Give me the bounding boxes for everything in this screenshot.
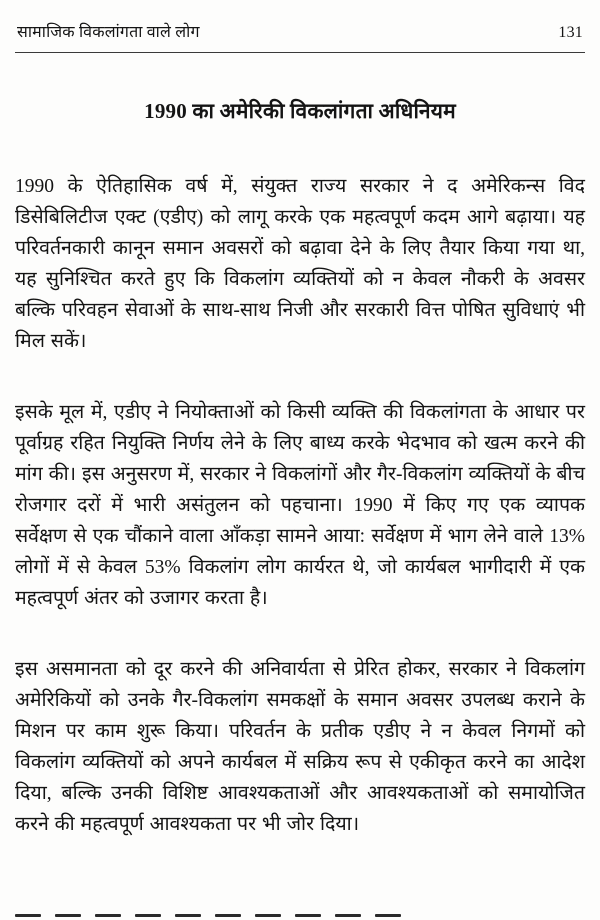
running-header-title: सामाजिक विकलांगता वाले लोग — [17, 24, 200, 41]
running-header — [15, 16, 585, 53]
page-number: 131 — [558, 24, 583, 41]
paragraph-3: इस असमानता को दूर करने की अनिवार्यता से प्रेरित होकर, सरकार ने विकलांग अमेरिकियों को उनके गैर-विकलांग समकक्षों के समान अवसर उपलब्ध कराने के मिशन पर काम शुरू किया। परिवर्तन के प्रतीक एडीए ने न केवल निगमों को विकलांग व्यक्तियों को अपने कार्यबल में सक्रिय रूप से एकीकृत करने का आदेश दिया, बल्कि उनकी विशिष्ट आवश्यकताओं और आवश्यकताओं को समायोजित करने की महत्वपूर्ण आवश्यकता पर भी जोर दिया। — [15, 659, 585, 835]
chapter-title: 1990 का अमेरिकी विकलांगता अधिनियम — [144, 99, 456, 123]
body-text — [15, 171, 585, 840]
cutoff-line-marks — [15, 914, 585, 917]
paragraph-1: 1990 के ऐतिहासिक वर्ष में, संयुक्त राज्य सरकार ने द अमेरिकन्स विद डिसेबिलिटीज एक्ट (एडीए) को लागू करके एक महत्वपूर्ण कदम आगे बढ़ाया। यह परिवर्तनकारी कानून समान अवसरों को बढ़ावा देने के लिए तैयार किया गया था, यह सुनिश्चित करते हुए कि विकलांग व्यक्तियों को न केवल नौकरी के अवसर बल्कि परिवहन सेवाओं के साथ-साथ निजी और सरकारी वित्त पोषित सुविधाएं भी मिल सकें। — [15, 176, 585, 352]
cutoff-next-line — [15, 914, 585, 920]
paragraph-2: इसके मूल में, एडीए ने नियोक्ताओं को किसी व्यक्ति की विकलांगता के आधार पर पूर्वाग्रह रहित नियुक्ति निर्णय लेने के लिए बाध्य करके भेदभाव को खत्म करने की मांग की। इस अनुसरण में, सरकार ने विकलांगों और गैर-विकलांग व्यक्तियों के बीच रोजगार दरों में भारी असंतुलन को पहचाना। 1990 में किए गए एक व्यापक सर्वेक्षण से एक चौंकाने वाला आँकड़ा सामने आया: सर्वेक्षण में भाग लेने वाले 13% लोगों में से केवल 53% विकलांग लोग कार्यरत थे, जो कार्यबल भागीदारी में एक महत्वपूर्ण अंतर को उजागर करता है। — [15, 402, 585, 609]
